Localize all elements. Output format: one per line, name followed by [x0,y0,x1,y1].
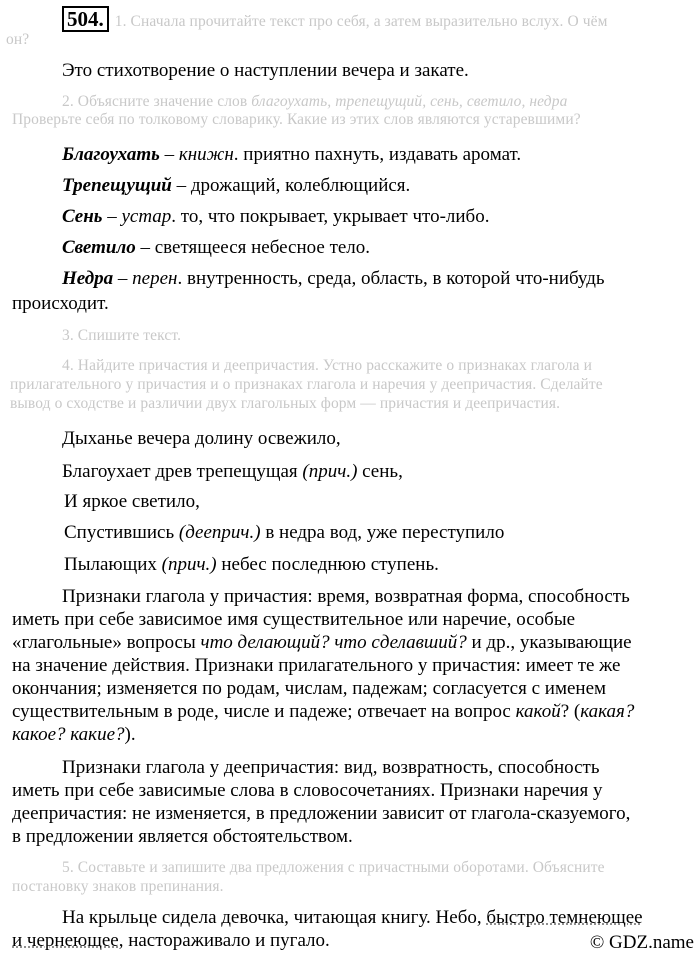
answer1: Это стихотворение о наступлении вечера и закате. [62,60,469,81]
para1-line: какое? какие?). [12,724,136,745]
task1-line1: 504. 1. Сначала прочитайте текст про себя, а затем выразительно вслух. О чём [62,6,608,32]
para1-line: окончания; изменяется по родам, числам, падежам; согласуется с именем [12,678,607,699]
definition-sen: Сень – устар. то, что покрывает, укрывает что-либо. [62,206,490,227]
answer5-line1: На крыльце сидела девочка, читающая книгу. Небо, быстро темнеющее [62,907,643,928]
para2-line: в предложении является обстоятельством. [12,826,353,847]
task2-line1: 2. Объясните значение слов благоухать, трепещущий, сень, светило, недра [62,93,568,110]
poem-line: И яркое светило, [64,491,200,512]
task2-line2: Проверьте себя по толковому словарику. Какие из этих слов являются устаревшими? [12,111,581,128]
task4-line2: прилагательного у причастия и о признаках глагола и наречия у деепричастия. Сделайте [10,376,603,393]
para1-line: на значение действия. Признаки прилагательного у причастия: имеет те же [12,655,621,676]
para1-line: существительным в роде, числе и падеже; отвечает на вопрос какой? (какая? [12,701,635,722]
para1-line: иметь при себе зависимое имя существительное или наречие, особые [12,609,576,630]
answer5-line2: и чернеющее, настораживало и пугало. [12,930,330,951]
poem-line: Дыханье вечера долину освежило, [62,428,341,449]
definition-blagoukhat: Благоухать – книжн. приятно пахнуть, издавать аромат. [62,144,522,165]
definition-nedra-cont: происходит. [12,293,109,314]
task5-line2: постановку знаков препинания. [12,878,224,895]
task1-line2: он? [6,31,30,48]
definition-nedra: Недра – перен. внутренность, среда, область, в которой что-нибудь [62,268,605,289]
definition-trepeshchushchiy: Трепещущий – дрожащий, колеблющийся. [62,175,411,196]
poem-line: Благоухает древ трепещущая (прич.) сень, [62,461,403,482]
definition-svetilo: Светило – светящееся небесное тело. [62,237,371,258]
para2-line: иметь при себе зависимые слова в словосочетаниях. Признаки наречия у [12,780,603,801]
poem-line: Пылающих (прич.) небес последнюю ступень. [64,554,439,575]
para2-line: Признаки глагола у деепричастия: вид, возвратность, способность [62,757,600,778]
task5-line1: 5. Составьте и запишите два предложения с причастными оборотами. Объясните [62,859,605,876]
para1-line: Признаки глагола у причастия: время, возвратная форма, способность [62,586,630,607]
task4-line1: 4. Найдите причастия и деепричастия. Устно расскажите о признаках глагола и [62,357,593,374]
poem-line: Спустившись (дееприч.) в недра вод, уже переступило [64,522,505,543]
watermark: © GDZ.name [589,932,694,953]
exercise-number: 504. [62,6,109,32]
task4-line3: вывод о сходстве и различии двух глагольных форм — причастия и деепричастия. [10,395,561,412]
para1-line: «глагольные» вопросы что делающий? что сделавший? и др., указывающие [12,632,632,653]
task3: 3. Спишите текст. [62,327,182,344]
para2-line: деепричастия: не изменяется, в предложении зависит от глагола-сказуемого, [12,803,631,824]
